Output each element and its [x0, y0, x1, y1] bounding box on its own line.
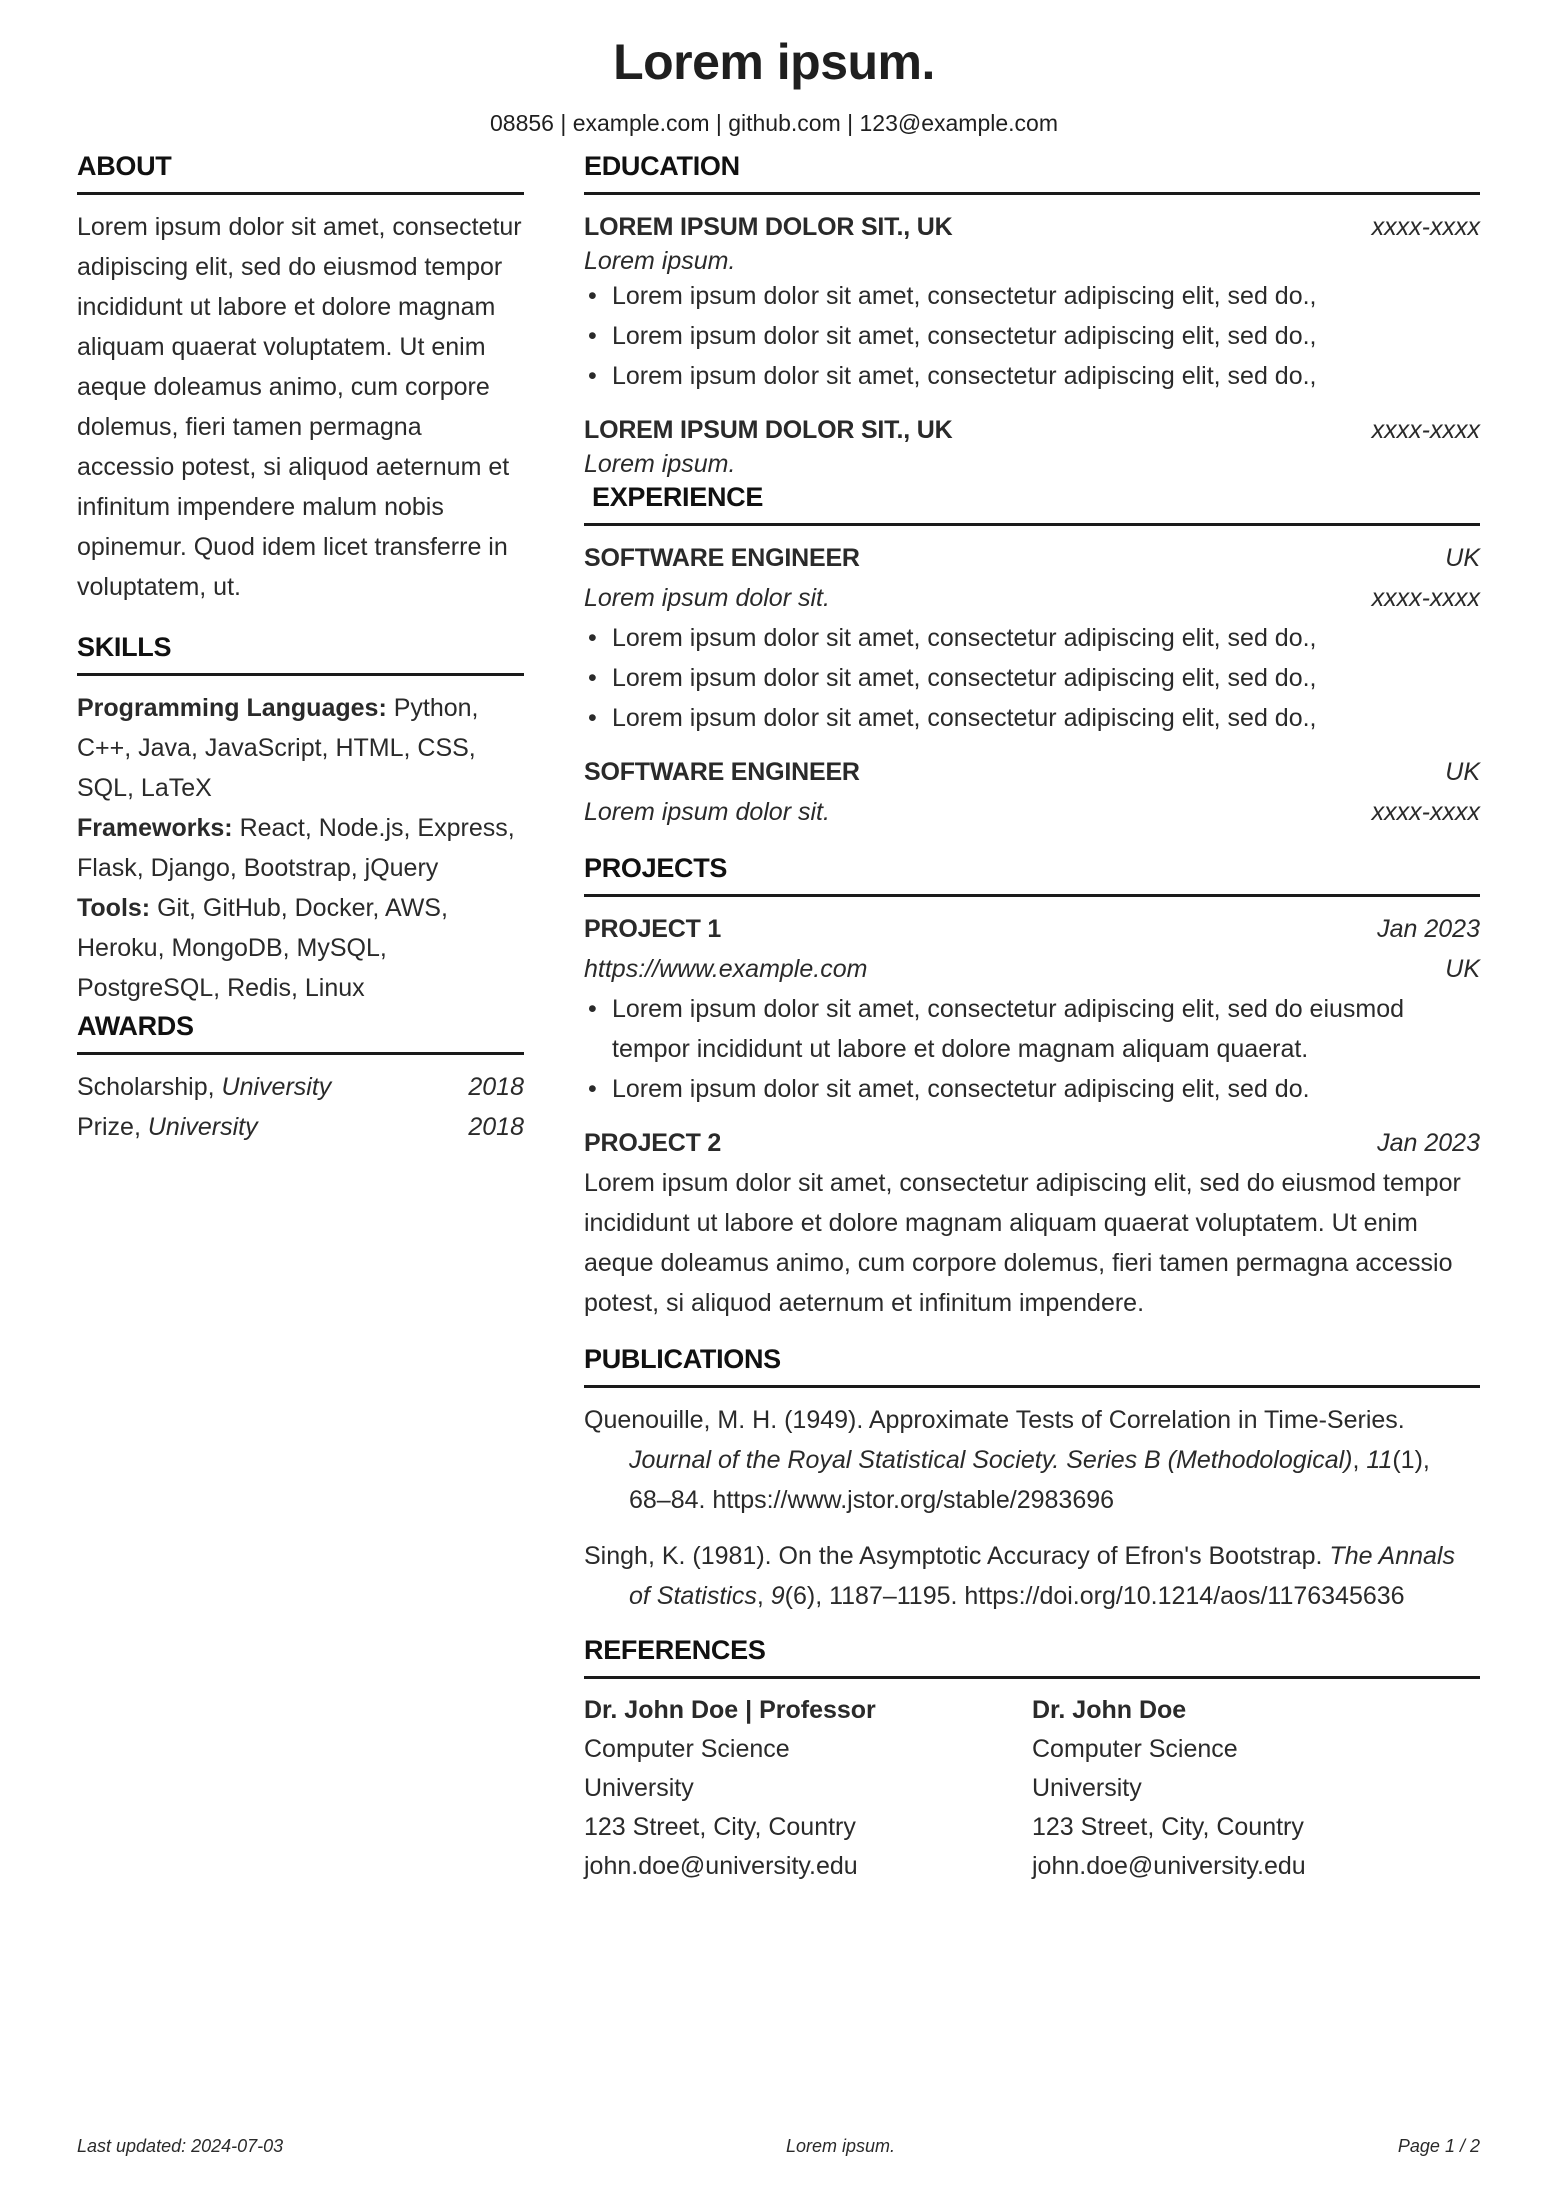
award-name-wrap	[77, 1067, 331, 1107]
job-location: UK	[1445, 758, 1480, 786]
education-section	[584, 148, 1480, 479]
section-title-about: ABOUT	[77, 151, 172, 181]
reference-organization: University	[1032, 1774, 1142, 1802]
bullet-list	[584, 989, 1480, 1109]
section-divider	[584, 1385, 1480, 1388]
award-name-wrap	[77, 1107, 258, 1147]
job-dates: xxxx-xxxx	[1371, 584, 1480, 612]
reference-organization: University	[584, 1774, 694, 1802]
references-grid	[584, 1691, 1480, 1886]
entry-header	[584, 1123, 1480, 1163]
page-footer	[77, 2136, 1480, 2157]
bullet-item: • Lorem ipsum dolor sit amet, consectetur adipiscing elit, sed do.,	[584, 658, 1480, 698]
section-divider	[77, 192, 524, 195]
project-date: Jan 2023	[1377, 915, 1480, 943]
award-org: University	[147, 1113, 258, 1141]
left-column	[77, 148, 524, 1147]
job-role: SOFTWARE ENGINEER	[584, 758, 860, 786]
skill-group	[77, 808, 524, 888]
degree: Lorem ipsum.	[584, 247, 736, 275]
reference-address: 123 Street, City, Country	[1032, 1813, 1304, 1841]
section-divider	[77, 1052, 524, 1055]
page-number: Page 1 / 2	[1397, 2136, 1480, 2156]
publications-section	[584, 1341, 1480, 1616]
references-section	[584, 1632, 1480, 1886]
project-description: Lorem ipsum dolor sit amet, consectetur adipiscing elit, sed do eiusmod tempor incididunt ut labore et dolore magnam aliquam quaerat voluptatem. Ut enim aeque doleamus animo, cum corpore dolemus, fieri tamen permagna accessio potest, si aliquod aeternum et infinitum impendere.	[584, 1169, 1461, 1317]
bullet-item: • Lorem ipsum dolor sit amet, consectetur adipiscing elit, sed do.,	[584, 316, 1480, 356]
section-divider	[584, 894, 1480, 897]
reference-card	[584, 1691, 1032, 1886]
skill-group-label: Frameworks:	[77, 814, 233, 842]
bullet-item: • Lorem ipsum dolor sit amet, consectetur adipiscing elit, sed do eiusmod tempor incididunt ut labore et dolore magnam aliquam quaerat.	[584, 989, 1480, 1069]
award-name: Prize,	[77, 1113, 148, 1141]
reference-department: Computer Science	[584, 1735, 790, 1763]
project-name: PROJECT 1	[584, 915, 722, 943]
award-item	[77, 1107, 524, 1147]
project-date: Jan 2023	[1377, 1129, 1480, 1157]
skill-group-label: Tools:	[77, 894, 151, 922]
reference-address: 123 Street, City, Country	[584, 1813, 856, 1841]
skill-group-value: Git, GitHub, Docker, AWS, Heroku, MongoDB, MySQL, PostgreSQL, Redis, Linux	[77, 894, 448, 1002]
project-name: PROJECT 2	[584, 1129, 722, 1157]
skill-group	[77, 688, 524, 808]
publication-sep: ,	[1352, 1446, 1367, 1474]
company-name: Lorem ipsum dolor sit.	[584, 584, 830, 612]
reference-email-link[interactable]: john.doe@university.edu	[1032, 1852, 1306, 1880]
entry-header	[584, 207, 1480, 247]
bullet-item: • Lorem ipsum dolor sit amet, consectetur adipiscing elit, sed do.,	[584, 618, 1480, 658]
project-location: UK	[1445, 955, 1480, 983]
publication-journal: The Annals of Statistics	[629, 1542, 1455, 1610]
project-url-link[interactable]: https://www.example.com	[584, 955, 868, 983]
publication-volume: 11	[1366, 1446, 1393, 1474]
bullet-list	[584, 276, 1480, 396]
section-divider	[77, 673, 524, 676]
about-section	[77, 148, 524, 607]
section-divider	[584, 1676, 1480, 1679]
section-divider	[584, 523, 1480, 526]
entry-header	[584, 538, 1480, 578]
section-title-projects: PROJECTS	[584, 853, 728, 883]
about-text: Lorem ipsum dolor sit amet, consectetur adipiscing elit, sed do eiusmod tempor incididunt ut labore et dolore magnam aliquam quaerat voluptatem. Ut enim aeque doleamus animo, cum corpore dolemus, fieri tamen permagna accessio potest, si aliquod aeternum et infinitum impendere malum nobis opinemur. Quod idem licet transferre in voluptatem, ut.	[77, 213, 522, 601]
section-title-awards: AWARDS	[77, 1011, 194, 1041]
section-title-skills: SKILLS	[77, 632, 172, 662]
company-name: Lorem ipsum dolor sit.	[584, 798, 830, 826]
reference-name: Dr. John Doe | Professor	[584, 1696, 876, 1724]
publication-citation: Singh, K. (1981). On the Asymptotic Accuracy of Efron's Bootstrap.	[584, 1542, 1330, 1570]
section-title-references: REFERENCES	[584, 1635, 766, 1665]
award-org: University	[221, 1073, 332, 1101]
entry-header	[584, 410, 1480, 450]
experience-section	[584, 479, 1480, 832]
contact-line: 08856 | example.com | github.com | 123@example.com	[489, 110, 1058, 136]
publication-link[interactable]: (1), 68–84. https://www.jstor.org/stable/2983696	[629, 1446, 1430, 1514]
footer-title: Lorem ipsum.	[786, 2136, 896, 2156]
entry-subheader	[584, 578, 1480, 618]
award-year: 2018	[468, 1113, 524, 1141]
section-title-experience: EXPERIENCE	[592, 482, 764, 512]
education-dates: xxxx-xxxx	[1371, 416, 1480, 444]
reference-email-link[interactable]: john.doe@university.edu	[584, 1852, 858, 1880]
skill-group	[77, 888, 524, 1008]
awards-section	[77, 1008, 524, 1147]
bullet-list	[584, 618, 1480, 738]
award-item	[77, 1067, 524, 1107]
resume-header	[0, 30, 1548, 138]
skill-group-value: React, Node.js, Express, Flask, Django, Bootstrap, jQuery	[77, 814, 515, 882]
bullet-item: • Lorem ipsum dolor sit amet, consectetur adipiscing elit, sed do.	[584, 1069, 1480, 1109]
publication-sep: ,	[756, 1582, 771, 1610]
project-entry	[584, 1123, 1480, 1323]
bullet-item: • Lorem ipsum dolor sit amet, consectetur adipiscing elit, sed do.,	[584, 276, 1480, 316]
right-column	[584, 148, 1480, 1886]
entry-header	[584, 909, 1480, 949]
reference-name: Dr. John Doe	[1032, 1696, 1187, 1724]
project-entry	[584, 909, 1480, 1109]
job-location: UK	[1445, 544, 1480, 572]
publication-item	[584, 1400, 1480, 1520]
experience-entry	[584, 538, 1480, 738]
skills-section	[77, 629, 524, 1008]
entry-subheader	[584, 949, 1480, 989]
school-name: LOREM IPSUM DOLOR SIT., UK	[584, 213, 953, 241]
section-title-publications: PUBLICATIONS	[584, 1344, 781, 1374]
education-entry	[584, 207, 1480, 396]
publication-item	[584, 1536, 1480, 1616]
job-role: SOFTWARE ENGINEER	[584, 544, 860, 572]
reference-card	[1032, 1691, 1480, 1886]
award-name: Scholarship,	[77, 1073, 222, 1101]
last-updated: Last updated: 2024-07-03	[77, 2136, 284, 2156]
award-year: 2018	[468, 1073, 524, 1101]
skill-group-label: Programming Languages:	[77, 694, 387, 722]
education-dates: xxxx-xxxx	[1371, 213, 1480, 241]
publication-journal: Journal of the Royal Statistical Society. Series B (Methodological)	[629, 1446, 1353, 1474]
degree: Lorem ipsum.	[584, 450, 736, 478]
candidate-name: Lorem ipsum.	[613, 34, 935, 90]
entry-header	[584, 752, 1480, 792]
education-entry	[584, 410, 1480, 479]
experience-entry	[584, 752, 1480, 832]
school-name: LOREM IPSUM DOLOR SIT., UK	[584, 416, 953, 444]
publication-citation: Quenouille, M. H. (1949). Approximate Tests of Correlation in Time-Series.	[584, 1406, 1405, 1434]
publication-link[interactable]: (6), 1187–1195. https://doi.org/10.1214/aos/1176345636	[784, 1582, 1405, 1610]
section-title-education: EDUCATION	[584, 151, 740, 181]
skill-group-value: Python, C++, Java, JavaScript, HTML, CSS, SQL, LaTeX	[77, 694, 479, 802]
section-divider	[584, 192, 1480, 195]
reference-department: Computer Science	[1032, 1735, 1238, 1763]
bullet-item: • Lorem ipsum dolor sit amet, consectetur adipiscing elit, sed do.,	[584, 698, 1480, 738]
bullet-item: • Lorem ipsum dolor sit amet, consectetur adipiscing elit, sed do.,	[584, 356, 1480, 396]
job-dates: xxxx-xxxx	[1371, 798, 1480, 826]
entry-subheader	[584, 792, 1480, 832]
projects-section	[584, 850, 1480, 1323]
publication-volume: 9	[770, 1582, 785, 1610]
